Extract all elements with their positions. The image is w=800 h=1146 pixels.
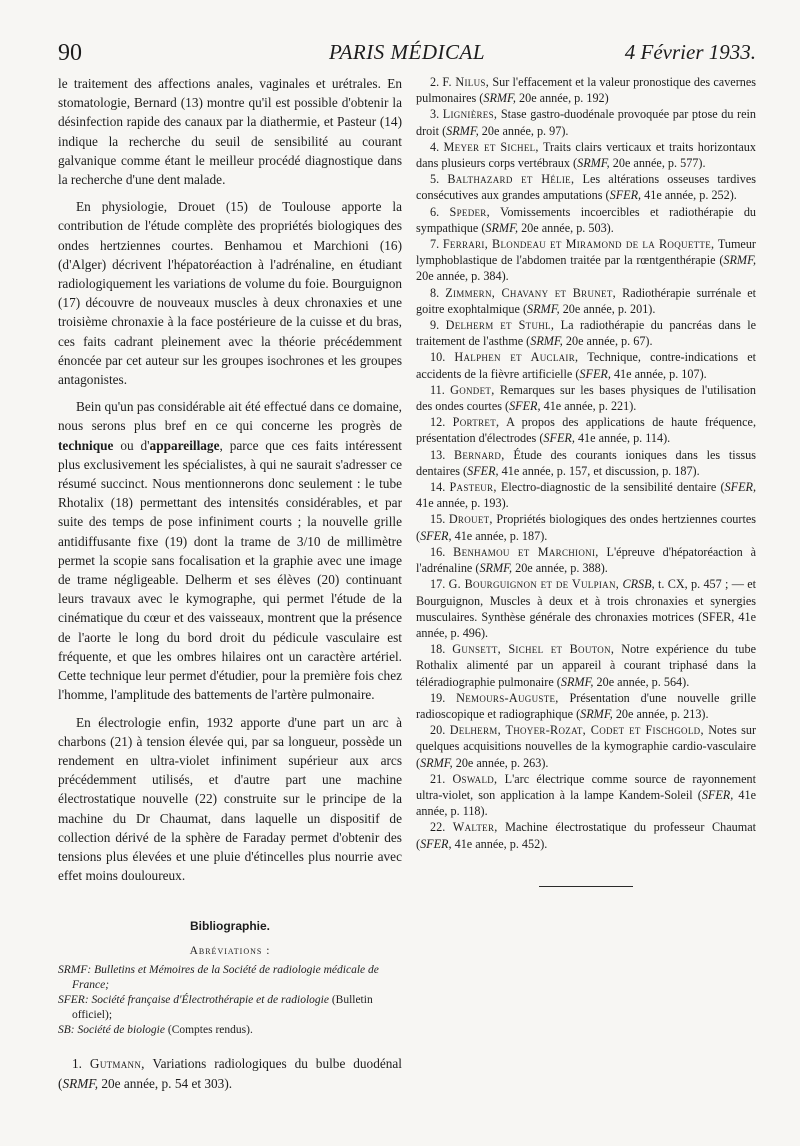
reference-authors: Halphen et Auclair, — [454, 350, 579, 365]
abbreviation-item — [58, 993, 402, 1023]
reference-title: Electro-diagnostic de la sensibilité dentaire ( — [500, 480, 725, 495]
reference-source: SRMF, — [560, 674, 594, 689]
reference-details: 41e année, p. 187). — [454, 528, 548, 543]
reference-details: 20e année, p. 192) — [519, 91, 609, 106]
reference-title: Traits clairs verticaux et traits horizontaux dans plusieurs corps vertébraux ( — [416, 139, 756, 171]
reference-details: 41e année, p. 221). — [543, 399, 637, 414]
body-paragraph: En électrologie enfin, 1932 apporte d'une part un arc à charbons (21) à tension élevée qui, par sa longueur, possède un rendement en ultra-violet infiniment supérieur aux arcs précédemment utilisés, et d'autre part une machine électrostatique nouvelle (22) construite sur le principe de la machine du Dr Chaumat, dans laquelle un dispositif de collection dérivé de la sphère de Faraday permet d'obtenir des tensions plus élevées et une pluie d'étincelles plus nourrie avec effet moins douloureux. — [58, 714, 402, 884]
reference-source: SRMF, — [485, 220, 519, 235]
reference-authors: Benhamou et Marchioni, — [453, 544, 599, 559]
reference-item — [416, 74, 756, 106]
reference-source: SRMF, — [527, 301, 560, 316]
reference-authors: Delherm, Thoyer-Rozat, Codet et Fischgold, — [449, 723, 704, 738]
reference-title: Machine électrostatique du professeur Chaumat ( — [416, 820, 756, 851]
reference-number: 21. — [430, 771, 446, 786]
reference-number: 18. — [430, 642, 446, 657]
reference-details: 41e année, p. 114). — [577, 431, 671, 446]
reference-item — [416, 771, 756, 820]
reference-authors: G. Bourguignon et de Vulpian, — [448, 577, 620, 592]
reference-item — [416, 204, 756, 236]
reference-details: 41e année, p. 452). — [454, 836, 548, 851]
body-paragraph — [58, 397, 402, 704]
reference-number: 6. — [430, 204, 440, 219]
reference-authors: Pasteur, — [449, 480, 497, 495]
references-left — [58, 1054, 402, 1092]
reference-source: SRMF, — [577, 156, 610, 171]
reference-title: Notre expérience du tube Rothalix alimenté par un appareil à courant triphasé dans la téléradiographie pulmonaire ( — [416, 642, 757, 689]
reference-title: Les altérations osseuses tardives consécutives aux grandes amputations ( — [416, 172, 756, 203]
reference-details: 20e année, p. 263). — [455, 755, 549, 770]
reference-item — [416, 819, 756, 851]
reference-authors: Ferrari, Blondeau et Miramond de la Roquette, — [442, 237, 715, 252]
reference-item — [416, 447, 756, 479]
reference-authors: Gunsett, Sichel et Bouton, — [452, 642, 615, 657]
reference-number: 5. — [430, 172, 440, 187]
reference-source: SFER, — [609, 188, 642, 203]
reference-authors: Meyer et Sichel, — [443, 139, 539, 154]
reference-source: SFER, — [467, 463, 499, 478]
right-column — [416, 74, 756, 887]
reference-details: 20e année, p. 54 et 303). — [101, 1075, 233, 1091]
reference-title: Remarques sur les bases physiques de l'utilisation des ondes courtes ( — [416, 382, 756, 414]
abbreviation-text: Bulletins et Mémoires de la Société de radiologie médicale de France; — [72, 964, 379, 992]
reference-title: Stase gastro-duodénale provoquée par ptose du rein droit ( — [416, 107, 757, 138]
reference-item — [416, 317, 756, 349]
reference-number: 11. — [430, 382, 445, 397]
abbreviation-item — [58, 963, 402, 993]
reference-source: SFER, — [701, 787, 734, 802]
reference-source: SRMF, — [62, 1075, 99, 1091]
abbreviations-title: Abréviations : — [189, 945, 271, 958]
reference-authors: Gutmann, — [89, 1056, 145, 1072]
abbreviation-code: SRMF: — [58, 964, 92, 977]
reference-source: SRMF, — [723, 253, 756, 268]
reference-source: SRMF, — [483, 91, 516, 106]
body-paragraph: En physiologie, Drouet (15) de Toulouse apporte la contribution de l'étude complète des propriétés biologiques des ondes hertziennes courtes. Benhamou et Marchioni (16) (d'Alger) décrivent l'hépatoréaction à l'adrénaline, en étudiant radiologiquement les variations de volume du foie. Bourguignon (17) découvre de nouveaux muscles à deux chronaxies et une troisième chronaxie à la face postérieure de la cuisse et du bras, ces faits cadrant pleinement avec la théorie précédemment énoncée par cet auteur sur les groupes isochrones et les groupes antagonistes. — [58, 199, 402, 388]
reference-source: SRMF, — [479, 561, 513, 576]
reference-item — [416, 576, 756, 641]
issue-date: 4 Février 1933. — [624, 40, 756, 64]
reference-source: SFER, — [724, 480, 757, 495]
reference-authors: Lignières, — [442, 107, 498, 122]
reference-title: Technique, contre-indications et accidents de la fièvre artificielle ( — [416, 350, 757, 381]
reference-source: SRMF, — [530, 334, 563, 349]
reference-title: A propos des applications de haute fréquence, présentation d'électrodes ( — [416, 415, 757, 446]
reference-number: 17. — [430, 577, 446, 592]
reference-title: Vomissements incoercibles et radiothérapie du sympathique ( — [416, 204, 757, 235]
reference-details: 20e année, p. 577). — [612, 156, 706, 171]
reference-number: 15. — [430, 512, 446, 527]
reference-authors: Delherm et Stuhl, — [445, 318, 555, 333]
reference-details: 41e année, p. 252). — [644, 188, 737, 203]
reference-source: SRMF, — [446, 123, 479, 138]
reference-number: 16. — [430, 544, 446, 559]
abbreviation-code: SB: — [58, 1024, 75, 1037]
reference-item — [416, 722, 756, 771]
reference-title: Tumeur lymphoblastique de l'abdomen traitée par la rœntgenthérapie ( — [416, 237, 756, 268]
reference-details: 41e année, p. 118). — [416, 787, 757, 819]
abbreviation-code: SFER: — [58, 994, 89, 1007]
reference-number: 20. — [430, 723, 446, 738]
reference-source: SRMF, — [580, 706, 613, 721]
reference-details: t. CX, p. 457 ; — et Bourguignon, Muscles à deux et à trois chronaxies et synergies musculaires. Synthèse générale des chronaxies motrices (SFER, 41e année, p. 496). — [416, 577, 757, 640]
reference-number: 3. — [430, 107, 440, 122]
reference-source: SFER, — [579, 366, 611, 381]
reference-item — [416, 236, 756, 285]
body-paragraph: le traitement des affections anales, vaginales et urétrales. En stomatologie, Bernard (13) montre qu'il est possible d'obtenir la désinfection rapide des canaux par la diathermie, et Pasteur (14) indique la recherche du seuil de sensibilité au courant galvanique comme étant le meilleur procédé diagnostique dans la recherche d'une dent malade. — [58, 76, 402, 188]
reference-source: CRSB, — [622, 577, 655, 592]
reference-source: SRMF, — [420, 755, 453, 770]
left-column — [58, 74, 402, 1093]
paragraph-text: Bein qu'un pas considérable ait été effectué dans ce domaine, nous serons plus bref en ce qui concerne les progrès de — [58, 399, 402, 434]
page-header — [58, 34, 756, 74]
reference-authors: Zimmern, Chavany et Brunet, — [445, 285, 616, 300]
reference-item — [416, 479, 756, 511]
abbreviation-extra: (Bulletin officiel); — [72, 994, 373, 1022]
reference-title: Présentation d'une nouvelle grille radioscopique et radiographique ( — [416, 690, 757, 721]
emphasis-appareillage: appareillage — [149, 437, 220, 453]
reference-details: 41e année, p. 193). — [416, 496, 509, 511]
reference-item — [416, 690, 756, 722]
reference-item — [416, 382, 756, 414]
reference-number: 19. — [430, 690, 446, 705]
reference-details: 41e année, p. 157, et discussion, p. 187). — [501, 463, 700, 478]
reference-details: 41e année, p. 107). — [613, 366, 707, 381]
reference-number: 12. — [430, 415, 446, 430]
text-columns — [58, 74, 756, 1134]
reference-details: 20e année, p. 388). — [515, 561, 608, 576]
reference-item — [416, 414, 756, 446]
reference-authors: Nemours-Auguste, — [456, 690, 559, 705]
reference-item — [416, 285, 756, 317]
reference-details: 20e année, p. 384). — [416, 269, 509, 284]
reference-title: Variations radiologiques du bulbe duodénal ( — [58, 1056, 403, 1091]
reference-authors: Walter, — [452, 820, 498, 835]
reference-title: L'arc électrique comme source de rayonnement ultra-violet, son application à la lampe Kandem-Soleil ( — [416, 771, 757, 802]
reference-item — [416, 139, 756, 171]
reference-number: 13. — [430, 447, 446, 462]
reference-source: SFER, — [420, 528, 452, 543]
reference-details: 20e année, p. 213). — [615, 706, 709, 721]
reference-item — [416, 106, 756, 138]
reference-source: SFER, — [509, 399, 541, 414]
reference-details: 20e année, p. 503). — [521, 220, 614, 235]
reference-authors: F. Nilus, — [442, 75, 490, 89]
reference-authors: Speder, — [449, 204, 490, 219]
reference-source: SFER, — [543, 431, 575, 446]
reference-number: 22. — [430, 820, 446, 835]
reference-authors: Portret, — [452, 415, 500, 430]
emphasis-technique: technique — [58, 437, 114, 453]
reference-title: Sur l'effacement et la valeur pronostique des cavernes pulmonaires ( — [416, 75, 756, 106]
reference-title: Propriétés biologiques des ondes hertziennes courtes ( — [416, 512, 756, 543]
reference-number: 10. — [430, 350, 446, 365]
reference-authors: Oswald, — [452, 771, 498, 786]
abbreviations-list — [58, 963, 402, 1038]
reference-item — [58, 1054, 402, 1092]
reference-number: 14. — [430, 480, 446, 495]
end-rule — [539, 886, 633, 887]
reference-details: 20e année, p. 564). — [596, 674, 690, 689]
reference-number: 8. — [430, 285, 440, 300]
reference-item — [416, 171, 756, 203]
paragraph-text: ou d' — [113, 437, 150, 453]
references-right — [416, 74, 756, 852]
reference-item — [416, 511, 756, 543]
reference-item — [416, 641, 756, 690]
reference-authors: Balthazard et Hélie, — [447, 172, 575, 187]
reference-details: 20e année, p. 67). — [565, 334, 653, 349]
reference-authors: Gondet, — [450, 382, 495, 397]
reference-authors: Bernard, — [453, 447, 505, 462]
bibliography-title: Bibliographie. — [189, 919, 270, 934]
page-number: 90 — [58, 40, 82, 66]
reference-title: Étude des courants ioniques dans les tissus dentaires ( — [416, 447, 757, 478]
reference-item — [416, 349, 756, 381]
reference-source: SFER, — [420, 836, 452, 851]
abbreviation-extra: (Comptes rendus). — [167, 1024, 253, 1037]
reference-title: La radiothérapie du pancréas dans le traitement de l'asthme ( — [416, 318, 757, 349]
paragraph-text: , parce que ces faits intéressent plus exclusivement les spécialistes, à qui ne saurait s'adresser ce résumé succinct. Nous mentionnerons donc seulement : le tube Rhotalix (18) permettant des intensités considérables, et par suite des temps de pose infiniment courts ; la nouvelle grille antidiffusante fixe (19) dont la trame de 3/10 de millimètre permet la scopie sans focalisation et la graphie avec une image de trame négligeable. Delherm et ses élèves (20) continuant leurs travaux avec le kymographe, qui permet l'étude de la cinématique du cœur et des vaisseaux, montrent que la présence de l'aorte le long du bord droit du pédicule vasculaire est fréquente, et que les ombres hilaires ont un caractère artériel. Cette technique leur permet d'étudier, pour la première fois chez l'homme, l'amplitude des battements de l'artère pulmonaire. — [58, 437, 402, 703]
reference-number: 7. — [430, 237, 440, 252]
reference-number: 2. — [430, 75, 440, 89]
journal-title: PARIS MÉDICAL — [328, 40, 485, 64]
reference-item — [416, 544, 756, 576]
abbreviation-item — [58, 1023, 402, 1038]
abbreviation-text: Société française d'Électrothérapie et de radiologie — [91, 994, 329, 1007]
reference-title: Radiothérapie surrénale et goitre exophtalmique ( — [416, 285, 757, 316]
reference-details: 20e année, p. 201). — [562, 301, 656, 316]
reference-number: 9. — [430, 318, 440, 333]
reference-number: 4. — [430, 139, 440, 154]
reference-title: L'épreuve d'hépatoréaction à l'adrénaline ( — [416, 544, 757, 576]
abbreviation-text: Société de biologie — [77, 1024, 165, 1037]
reference-authors: Drouet, — [448, 512, 493, 527]
reference-details: 20e année, p. 97). — [481, 123, 569, 138]
reference-title: Notes sur quelques acquisitions nouvelles de la kymographie cardio-vasculaire ( — [416, 723, 757, 770]
reference-number: 1. — [72, 1056, 82, 1072]
